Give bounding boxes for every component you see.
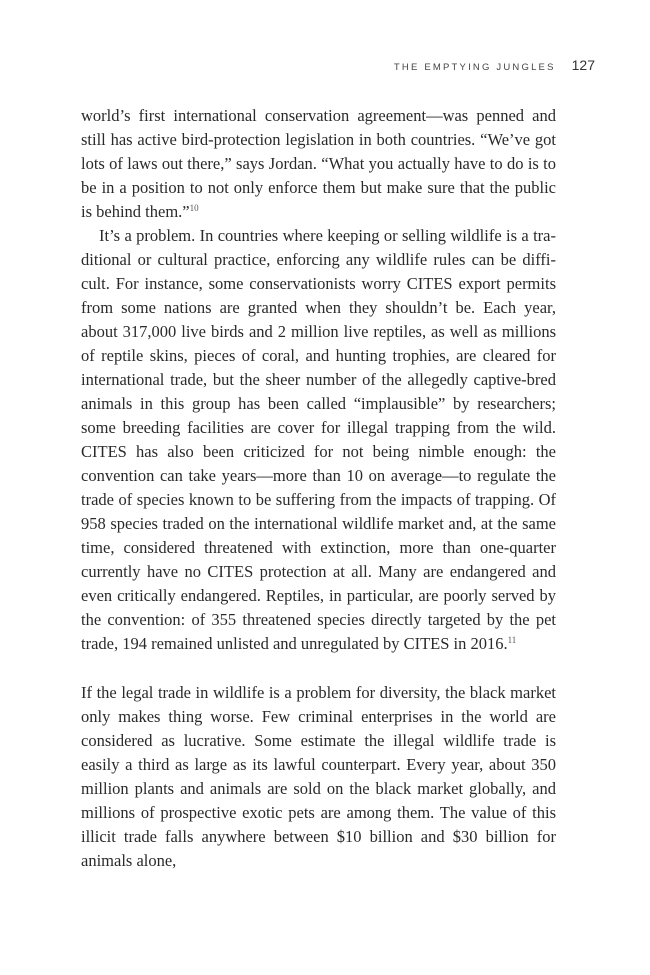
endnote-marker: 10 [189, 203, 199, 213]
paragraph-text: world’s first international conservation agreement—was penned and still has active bird-protection legislation in both countries. “We’ve got lots of laws out there,” says Jordan. “What you actually have to do is to be in a position to not only enforce them but make sure that the public is behind them.” [81, 106, 556, 221]
endnote-marker: 11 [507, 635, 517, 645]
page-number: 127 [571, 57, 595, 73]
running-head [394, 57, 595, 73]
paragraph-text: If the legal trade in wildlife is a problem for diversity, the black market only makes thing worse. Few criminal enterprises in the world are considered as lucrative. Some estimate the illegal wildlife trade is easily a third as large as its lawful counterpart. Every year, about 350 million plants and animals are sold on the black market globally, and millions of prospective exotic pets are among them. The value of this illicit trade falls anywhere between $10 billion and $30 billion for animals alone, [81, 683, 556, 870]
paragraph-text: It’s a problem. In countries where keeping or selling wildlife is a traditional or cultural practice, enforcing any wildlife rules can be difficult. For instance, some conservationists worry CITES export permits from some nations are granted when they shouldn’t be. Each year, about 317,000 live birds and 2 million live reptiles, as well as millions of reptile skins, pieces of coral, and hunting trophies, are cleared for international trade, but the sheer number of the allegedly captive-bred animals in this group has been called “implausible” by researchers; some breeding facilities are cover for illegal trapping from the wild. CITES has also been criticized for not being nimble enough: the convention can take years—more than 10 on average—to regulate the trade of species known to be suffering from the impacts of trapping. Of 958 species traded on the international wildlife market and, at the same time, considered threatened with extinction, more than one-quarter currently have no CITES protection at all. Many are endangered and even critically endangered. Reptiles, in particular, are poorly served by the convention: of 355 threatened species directly targeted by the pet trade, 194 remained unlisted and unregulated by CITES in 2016. [81, 226, 556, 653]
running-title: THE EMPTYING JUNGLES [393, 62, 556, 73]
section-paragraph [81, 681, 556, 873]
paragraph [81, 224, 556, 656]
body-text [81, 104, 556, 873]
paragraph-continued [81, 104, 556, 224]
